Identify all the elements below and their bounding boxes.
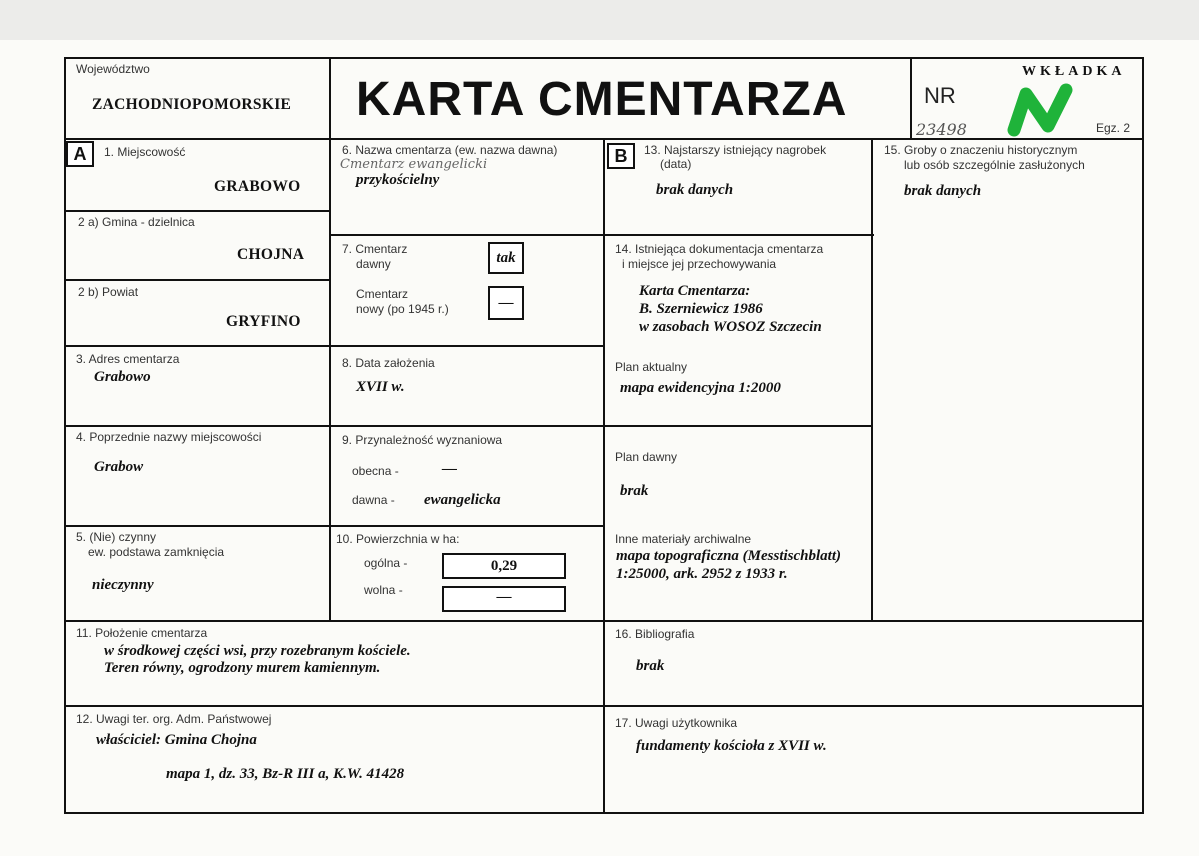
col-divider-3 xyxy=(871,138,873,622)
f11-line-1: w środkowej części wsi, przy rozebranym kościele. xyxy=(104,643,411,659)
f10-ogolna-box: 0,29 xyxy=(442,553,566,579)
wojewodztwo-value: ZACHODNIOPOMORSKIE xyxy=(92,96,292,113)
nr-label: NR xyxy=(924,83,956,108)
nr-divider xyxy=(910,57,912,140)
row-line-b1 xyxy=(603,425,873,427)
row-line-bottom xyxy=(64,705,1144,707)
wojewodztwo-label: Województwo xyxy=(76,62,150,76)
f10-wolna-box: — xyxy=(442,586,566,612)
f3-label: 3. Adres cmentarza xyxy=(76,352,180,366)
f5-label-2: ew. podstawa zamknięcia xyxy=(88,545,225,559)
f15-value: brak danych xyxy=(904,183,982,199)
frame-left xyxy=(64,57,66,814)
egz-label: Egz. 2 xyxy=(1096,121,1131,135)
row-line-a5 xyxy=(64,525,604,527)
f14-line-2: B. Szerniewicz 1986 xyxy=(639,301,763,317)
f1-value: GRABOWO xyxy=(214,178,301,195)
f10-wolna-label: wolna - xyxy=(364,583,403,597)
f10-label: 10. Powierzchnia w ha: xyxy=(336,532,460,546)
f4-value: Grabow xyxy=(94,459,144,475)
f11-line-2: Teren równy, ogrodzony murem kamiennym. xyxy=(104,660,381,676)
f14-line-1: Karta Cmentarza: xyxy=(639,283,751,299)
f17-label: 17. Uwagi użytkownika xyxy=(615,716,738,730)
wkladka-label: WKŁADKA xyxy=(1022,64,1126,79)
f7-label-2: dawny xyxy=(356,257,391,271)
f8-value: XVII w. xyxy=(356,379,405,395)
row-line-a4 xyxy=(64,425,604,427)
f13-label-1: 13. Najstarszy istniejący nagrobek xyxy=(644,143,827,157)
f15-label-1: 15. Groby o znaczeniu historycznym xyxy=(884,143,1078,157)
f2a-label: 2 a) Gmina - dzielnica xyxy=(78,215,195,229)
f8-label: 8. Data założenia xyxy=(342,356,435,370)
f14-label-1: 14. Istniejąca dokumentacja cmentarza xyxy=(615,242,824,256)
frame-right xyxy=(1142,57,1144,814)
inne-materialy-label: Inne materiały archiwalne xyxy=(615,532,752,546)
row-line-main xyxy=(64,620,1144,622)
row-line-a1 xyxy=(64,210,330,212)
f2a-value: CHOJNA xyxy=(237,246,305,263)
f7-label-1: 7. Cmentarz xyxy=(342,242,408,256)
inne-materialy-line-1: mapa topograficzna (Messtischblatt) xyxy=(616,548,842,564)
f9-dawna-label: dawna - xyxy=(352,493,395,507)
f9-obecna-value: — xyxy=(442,461,457,477)
f1-label: 1. Miejscowość xyxy=(104,145,186,159)
plan-dawny-label: Plan dawny xyxy=(615,450,678,464)
f7-dawny-box: tak xyxy=(488,242,524,274)
inne-materialy-line-2: 1:25000, ark. 2952 z 1933 r. xyxy=(616,566,788,582)
f7-nowy-box: — xyxy=(488,286,524,320)
col-divider-1 xyxy=(329,57,331,620)
f9-label: 9. Przynależność wyznaniowa xyxy=(342,433,503,447)
f12-line-1: właściciel: Gmina Chojna xyxy=(96,732,257,748)
f2b-label: 2 b) Powiat xyxy=(78,285,139,299)
f16-label: 16. Bibliografia xyxy=(615,627,695,641)
f5-label-1: 5. (Nie) czynny xyxy=(76,530,157,544)
f4-label: 4. Poprzednie nazwy miejscowości xyxy=(76,430,262,444)
nr-handwritten-number: 23498 xyxy=(916,120,967,139)
f2b-value: GRYFINO xyxy=(226,313,301,330)
row-line-m1 xyxy=(329,234,874,236)
f12-label: 12. Uwagi ter. org. Adm. Państwowej xyxy=(76,712,272,726)
f12-line-2: mapa 1, dz. 33, Bz-R III a, K.W. 41428 xyxy=(166,766,405,782)
f7-nowy-label-2: nowy (po 1945 r.) xyxy=(356,302,449,316)
plan-aktualny-value: mapa ewidencyjna 1:2000 xyxy=(620,380,781,396)
f13-value: brak danych xyxy=(656,182,734,198)
f14-label-2: i miejsce jej przechowywania xyxy=(622,257,777,271)
row-line-a2 xyxy=(64,279,330,281)
green-n-marker xyxy=(1004,80,1088,140)
f10-ogolna-label: ogólna - xyxy=(364,556,408,570)
f5-value: nieczynny xyxy=(92,577,154,593)
f14-line-3: w zasobach WOSOZ Szczecin xyxy=(639,319,822,335)
f15-label-2: lub osób szczególnie zasłużonych xyxy=(904,158,1085,172)
f9-obecna-label: obecna - xyxy=(352,464,399,478)
page-title: KARTA CMENTARZA xyxy=(356,73,848,126)
f6-handwritten: Cmentarz ewangelicki xyxy=(340,157,488,172)
f16-value: brak xyxy=(636,658,665,674)
section-b-letter: B xyxy=(607,143,635,169)
f17-value: fundamenty kościoła z XVII w. xyxy=(636,738,827,754)
f13-label-2: (data) xyxy=(660,157,692,171)
f6-label: 6. Nazwa cmentarza (ew. nazwa dawna) xyxy=(342,143,558,157)
col-divider-2 xyxy=(603,138,605,814)
section-a-letter: A xyxy=(66,141,94,167)
row-line-a3 xyxy=(64,345,604,347)
f11-label: 11. Położenie cmentarza xyxy=(76,626,208,640)
f6-value: przykościelny xyxy=(356,172,440,188)
frame-top xyxy=(64,57,1144,59)
f7-nowy-label-1: Cmentarz xyxy=(356,287,409,301)
plan-aktualny-label: Plan aktualny xyxy=(615,360,688,374)
f9-dawna-value: ewangelicka xyxy=(424,492,501,508)
plan-dawny-value: brak xyxy=(620,483,649,499)
paper-top-edge xyxy=(0,0,1199,41)
f3-value: Grabowo xyxy=(94,369,151,385)
